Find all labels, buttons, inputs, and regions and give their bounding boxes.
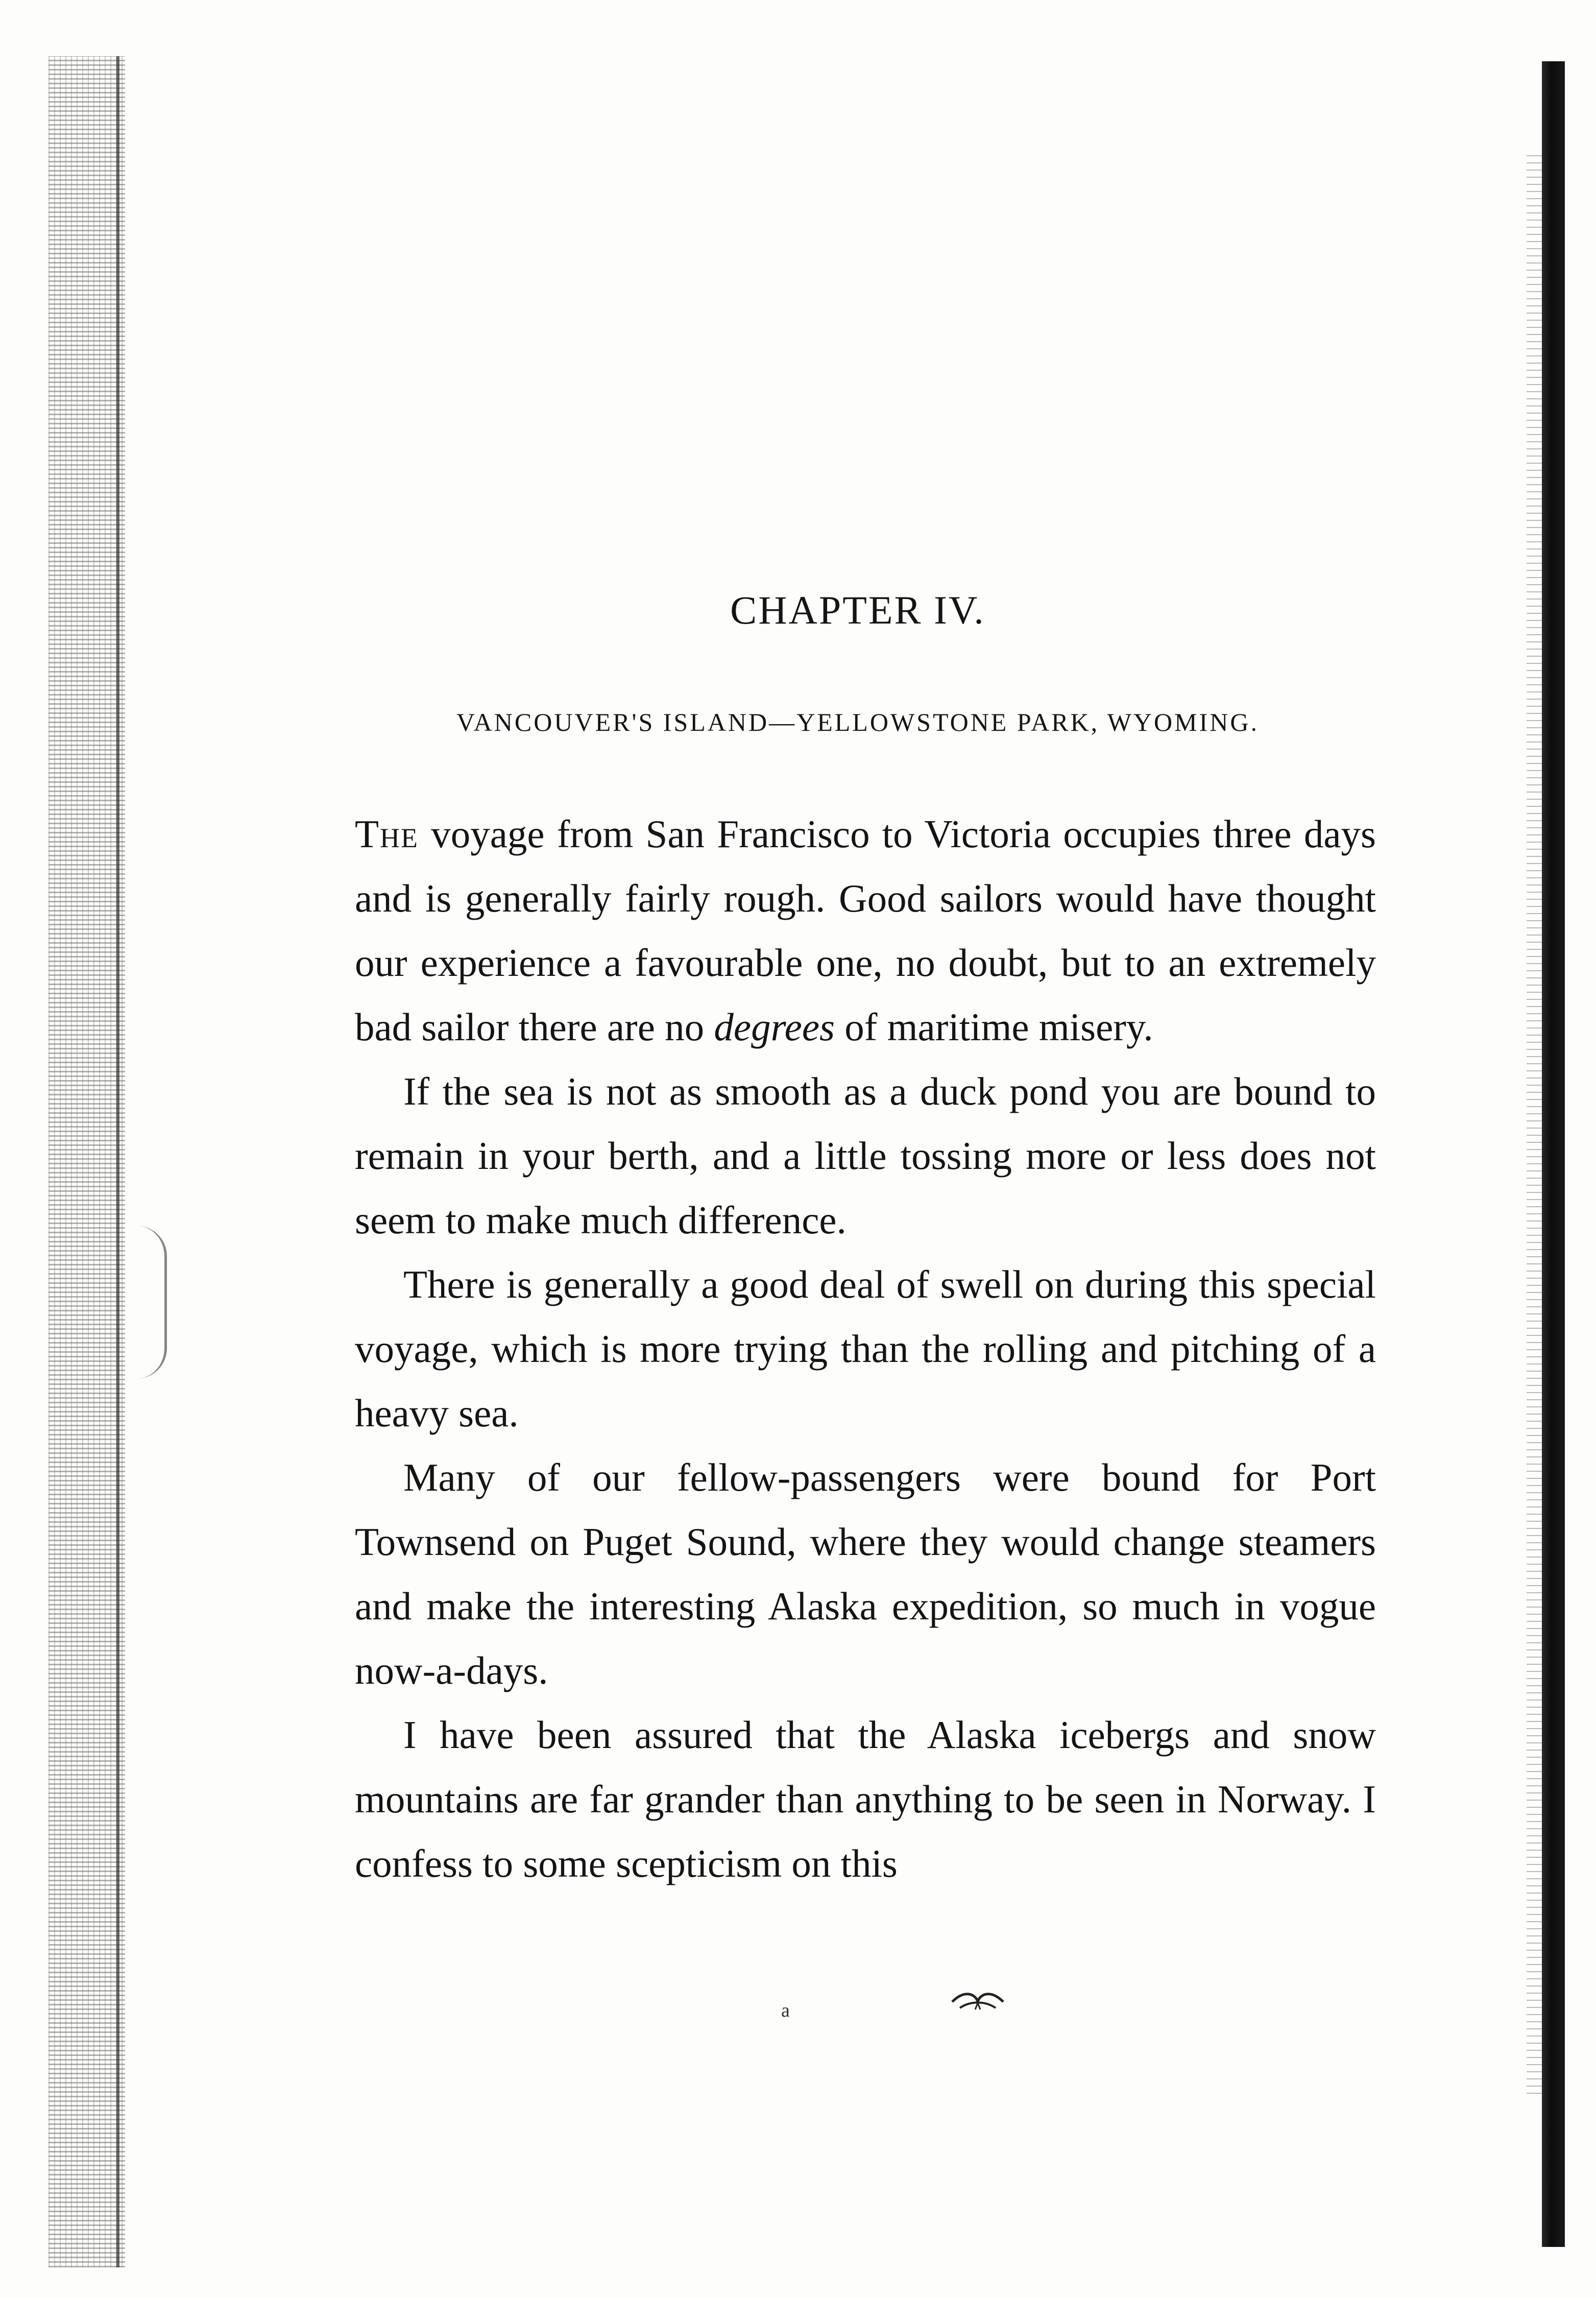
paragraph-lead-word: The [355,812,419,856]
chapter-subtitle: VANCOUVER'S ISLAND—YELLOWSTONE PARK, WYOMING. [456,708,1259,736]
chapter-title: CHAPTER IV. [730,588,985,632]
paragraph [355,1059,1376,1252]
page-edge-fringe-right [1527,153,1543,2094]
paragraph-emphasis: degrees [714,1005,835,1049]
paragraph-text: Many of our fellow-passengers were bound for Port Townsend on Puget Sound, where they would change steamers and make the interesting Alaska expedition, so much in vogue now-a-days. [355,1455,1376,1692]
paragraph [355,802,1376,1059]
binding-edge-left [49,56,125,2267]
paragraph [355,1252,1376,1445]
printers-flourish-icon [950,1986,1006,2017]
paragraph-text: of maritime misery. [835,1005,1153,1049]
paragraph [355,1445,1376,1703]
paragraph-text: There is generally a good deal of swell on during this special voyage, which is more trying than the rolling and pitching of a heavy sea. [355,1262,1376,1435]
body-text [355,802,1376,1896]
page-edge-shadow-right [1542,61,1565,2247]
binding-rule-left [116,56,119,2267]
paragraph-text: I have been assured that the Alaska icebergs and snow mountains are far grander than anything to be seen in Norway. I confess to some scepticism on this [355,1713,1376,1885]
paragraph-text: If the sea is not as smooth as a duck pond you are bound to remain in your berth, and a little tossing more or less does not seem to make much difference. [355,1069,1376,1242]
signature-mark: a [781,2000,790,2021]
paragraph [355,1703,1376,1896]
paragraph-text: voyage from San Francisco to Victoria occupies three days and is generally fairly rough. Good sailors would have thought our experience a favourable one, no doubt, but to an extremely bad sailor there are no [355,812,1376,1049]
margin-bracket-mark [134,1226,167,1379]
